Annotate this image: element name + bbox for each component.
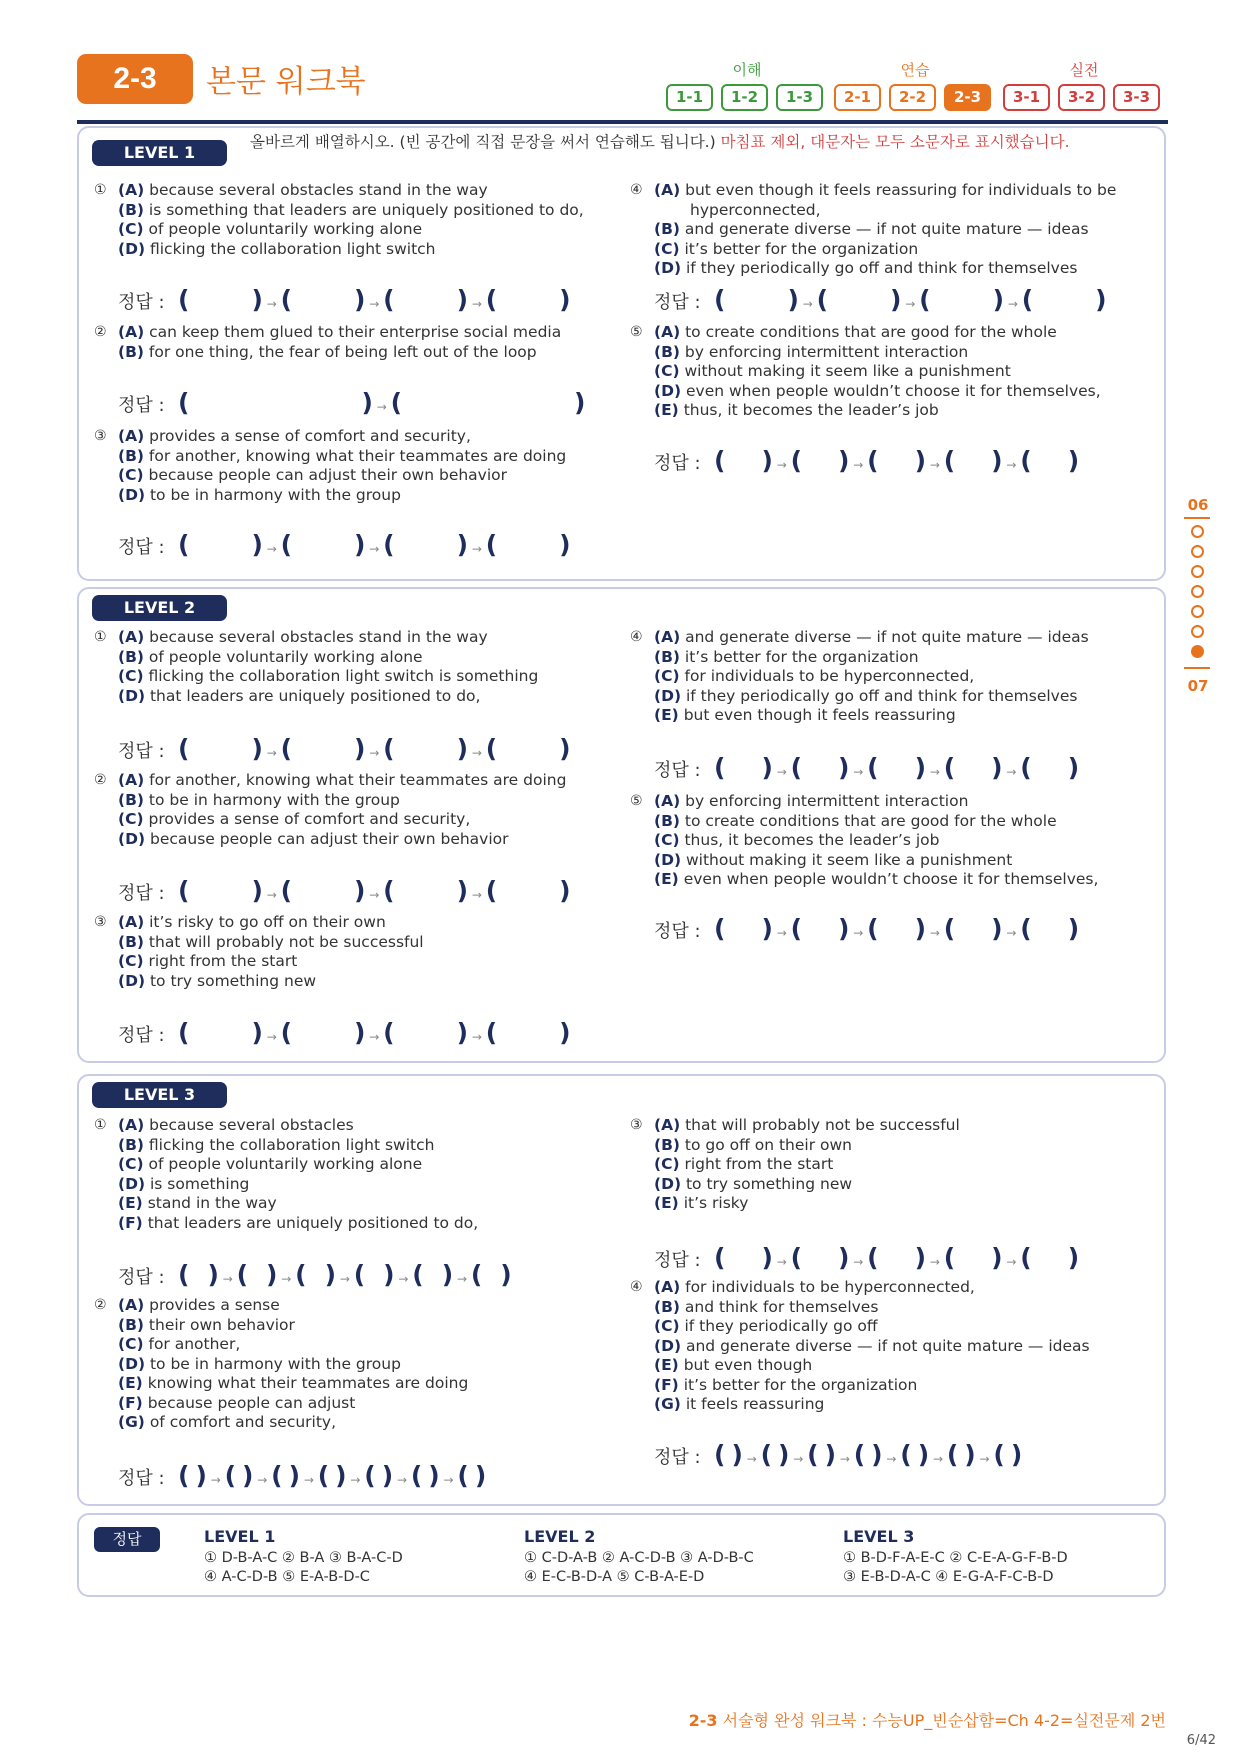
answer-slot[interactable]: ( ) [485, 1018, 571, 1047]
header-divider [77, 120, 1168, 124]
answer-slot[interactable]: ( ) [900, 1440, 930, 1469]
arrow-icon: → [1002, 926, 1021, 940]
arrow-icon: → [882, 1452, 901, 1466]
arrow-icon: → [218, 1272, 237, 1286]
side-index-dot[interactable] [1191, 525, 1204, 538]
arrow-icon: → [336, 1272, 354, 1286]
answer-level2-title: LEVEL 2 [524, 1527, 596, 1546]
l1-q1-answer[interactable] [118, 285, 571, 315]
arrow-icon: → [453, 1272, 471, 1286]
answer-slot[interactable]: ( ) [280, 876, 366, 905]
arrow-icon: → [468, 542, 486, 556]
nav-tab-2-2[interactable]: 2-2 [889, 84, 936, 111]
nav-group-label-understand: 이해 [732, 61, 762, 79]
arrow-icon: → [365, 1030, 384, 1044]
answer-level2-row2: ④ E-C-B-D-A ⑤ C-B-A-E-D [524, 1569, 705, 1585]
l1-q5-answer[interactable] [654, 446, 1079, 476]
answer-level1-row2: ④ A-C-D-B ⑤ E-A-B-D-C [204, 1569, 370, 1585]
l1-q4: ④ (A) but even though it feels reassuring for individuals to be hyperconnected, (B) and generate diverse — if not quite mature — ideas (C) it’s better for the organization (D) if they periodically go off and think for themselves [630, 181, 1117, 277]
answer-slot[interactable]: ( ) [178, 1260, 219, 1289]
arrow-icon: → [772, 765, 791, 779]
arrow-icon: → [1002, 765, 1021, 779]
instruction-note: 마침표 제외, 대문자는 모두 소문자로 표시했습니다. [720, 133, 1070, 151]
l2-q4-answer[interactable] [654, 753, 1079, 783]
arrow-icon: → [975, 1452, 994, 1466]
answer-slot[interactable]: ( ) [760, 1440, 790, 1469]
answer-slot[interactable]: ( ) [178, 530, 263, 559]
l3-q3: ③ (A) that will probably not be successful (B) to go off on their own (C) right from the start (D) to try something new (E) it’s risky [630, 1116, 960, 1212]
arrow-icon: → [277, 1272, 296, 1286]
answer-slot[interactable]: ( ) [364, 1461, 394, 1490]
answer-slot[interactable]: ( ) [714, 1243, 773, 1272]
answer-slot[interactable]: ( ) [993, 1440, 1023, 1469]
l3-q2-answer[interactable] [118, 1461, 486, 1491]
arrow-icon: → [926, 458, 944, 472]
side-index-top: 06 [1187, 496, 1209, 514]
answer-slot[interactable]: ( ) [867, 914, 926, 943]
answer-label: 정답 : [118, 1025, 165, 1046]
answer-slot[interactable]: ( ) [353, 1260, 395, 1289]
arrow-icon: → [365, 746, 384, 760]
answer-slot[interactable]: ( ) [457, 1461, 487, 1490]
answer-label: 정답 : [654, 921, 701, 942]
arrow-icon: → [300, 1473, 318, 1487]
answer-level1-row1: ① D-B-A-C ② B-A ③ B-A-C-D [204, 1550, 403, 1566]
answer-level3-row1: ① B-D-F-A-E-C ② C-E-A-G-F-B-D [843, 1550, 1068, 1566]
answer-slot[interactable]: ( ) [485, 876, 571, 905]
answer-label: 정답 : [654, 292, 701, 313]
l3-q3-answer[interactable] [654, 1243, 1079, 1273]
l2-q2-answer[interactable] [118, 876, 571, 906]
answer-slot[interactable]: ( ) [816, 285, 902, 314]
answer-slot[interactable]: ( ) [470, 1260, 512, 1289]
arrow-icon: → [468, 297, 486, 311]
arrow-icon: → [849, 1255, 868, 1269]
level3-label: LEVEL 3 [92, 1082, 227, 1108]
nav-tab-1-1[interactable]: 1-1 [666, 84, 713, 111]
arrow-icon: → [849, 765, 868, 779]
nav-group-label-real: 실전 [1069, 61, 1099, 79]
answer-slot[interactable]: ( ) [383, 285, 468, 314]
answer-slot[interactable]: ( ) [807, 1440, 836, 1469]
page-title: 본문 워크북 [206, 64, 366, 100]
answer-slot[interactable]: ( ) [178, 1461, 207, 1490]
page-number: 6/42 [1186, 1733, 1216, 1748]
level2-label: LEVEL 2 [92, 595, 227, 621]
arrow-icon: → [262, 297, 281, 311]
answer-slot[interactable]: ( ) [946, 1440, 976, 1469]
l1-q5: ⑤ (A) to create conditions that are good for the whole (B) by enforcing intermittent interaction (C) without making it seem like a punishment (D) even when people wouldn’t choose it for themselves, (E) thus, it becomes the leader’s job [630, 323, 1101, 419]
answer-slot[interactable]: ( ) [714, 285, 799, 314]
answer-slot[interactable]: ( ) [867, 753, 926, 782]
answer-slot[interactable]: ( ) [1020, 914, 1080, 943]
l2-q4: ④ (A) and generate diverse — if not quite mature — ideas (B) it’s better for the organization (C) for individuals to be hyperconnected, (D) if they periodically go off and think for themselves (E) but even though it feels reassuring [630, 628, 1089, 724]
answer-slot[interactable]: ( ) [280, 1018, 366, 1047]
arrow-icon: → [798, 297, 817, 311]
answer-slot[interactable]: ( ) [1020, 446, 1080, 475]
nav-tab-1-3[interactable]: 1-3 [776, 84, 823, 111]
arrow-icon: → [262, 888, 281, 902]
answer-slot[interactable]: ( ) [390, 388, 586, 417]
answer-slot[interactable]: ( ) [714, 1440, 743, 1469]
arrow-icon: → [372, 400, 391, 414]
answer-slot[interactable]: ( ) [714, 914, 773, 943]
answer-slot[interactable]: ( ) [178, 388, 373, 417]
side-index-dot[interactable] [1191, 585, 1204, 598]
arrow-icon: → [365, 542, 384, 556]
arrow-icon: → [836, 1452, 854, 1466]
arrow-icon: → [253, 1473, 272, 1487]
answer-slot[interactable]: ( ) [1020, 753, 1080, 782]
answer-slot[interactable]: ( ) [178, 1018, 263, 1047]
l3-q1: ① (A) because several obstacles (B) flicking the collaboration light switch (C) of people voluntarily working alone (D) is something (E) stand in the way (F) that leaders are uniquely positioned to do, [94, 1116, 479, 1232]
answer-slot[interactable]: ( ) [943, 1243, 1003, 1272]
instruction [250, 132, 1150, 152]
answer-slot[interactable]: ( ) [224, 1461, 254, 1490]
answer-slot[interactable]: ( ) [383, 1018, 468, 1047]
answer-slot[interactable]: ( ) [790, 1243, 850, 1272]
l2-q2: ② (A) for another, knowing what their teammates are doing (B) to be in harmony with the group (C) provides a sense of comfort and security, (D) because people can adjust their own behavior [94, 771, 567, 848]
side-index-dot[interactable] [1191, 565, 1204, 578]
answer-slot[interactable]: ( ) [1020, 1243, 1080, 1272]
answer-level2-row1: ① C-D-A-B ② A-C-D-B ③ A-D-B-C [524, 1550, 754, 1566]
arrow-icon: → [439, 1473, 458, 1487]
side-index-bottom: 07 [1187, 677, 1209, 695]
answer-slot[interactable]: ( ) [485, 285, 571, 314]
answer-slot[interactable]: ( ) [178, 876, 263, 905]
l1-q2-answer[interactable] [118, 388, 585, 418]
l1-q2: ② (A) can keep them glued to their enterprise social media (B) for one thing, the fear of being left out of the loop [94, 323, 562, 361]
answer-slot[interactable]: ( ) [410, 1461, 440, 1490]
arrow-icon: → [206, 1473, 225, 1487]
level1-label: LEVEL 1 [92, 140, 227, 166]
arrow-icon: → [1002, 1255, 1021, 1269]
nav-tab-2-3[interactable]: 2-3 [944, 84, 991, 111]
answer-label: 정답 : [118, 1267, 165, 1288]
arrow-icon: → [929, 1452, 947, 1466]
answer-slot[interactable]: ( ) [236, 1260, 278, 1289]
answer-slot[interactable]: ( ) [271, 1461, 300, 1490]
answer-label: 정답 : [118, 883, 165, 904]
l2-q5: ⑤ (A) by enforcing intermittent interaction (B) to create conditions that are good for the whole (C) thus, it becomes the leader’s job (D) without making it seem like a punishment (E) even when people wouldn’t choose it for themselves, [630, 792, 1099, 888]
arrow-icon: → [926, 1255, 944, 1269]
arrow-icon: → [468, 1030, 486, 1044]
arrow-icon: → [394, 1272, 413, 1286]
arrow-icon: → [742, 1452, 761, 1466]
arrow-icon: → [772, 458, 791, 472]
arrow-icon: → [468, 746, 486, 760]
answer-slot[interactable]: ( ) [178, 285, 263, 314]
arrow-icon: → [365, 297, 384, 311]
answer-key-label: 정답 [94, 1527, 160, 1552]
side-index-dot[interactable] [1191, 605, 1204, 618]
arrow-icon: → [262, 746, 281, 760]
l2-q3-answer[interactable] [118, 1018, 571, 1048]
answer-slot[interactable]: ( ) [853, 1440, 883, 1469]
answer-slot[interactable]: ( ) [412, 1260, 454, 1289]
answer-label: 정답 : [118, 395, 165, 416]
nav-tab-3-3[interactable]: 3-3 [1113, 84, 1160, 111]
arrow-icon: → [772, 926, 791, 940]
nav-tab-3-2[interactable]: 3-2 [1058, 84, 1105, 111]
nav-tab-1-2[interactable]: 1-2 [721, 84, 768, 111]
answer-slot[interactable]: ( ) [485, 530, 571, 559]
answer-slot[interactable]: ( ) [178, 734, 263, 763]
answer-slot[interactable]: ( ) [317, 1461, 347, 1490]
l1-q1: ① (A) because several obstacles stand in the way (B) is something that leaders are uniquely positioned to do, (C) of people voluntarily working alone (D) flicking the collaboration light switch [94, 181, 584, 258]
nav-tab-2-1[interactable]: 2-1 [834, 84, 881, 111]
arrow-icon: → [926, 765, 944, 779]
nav-tab-3-1[interactable]: 3-1 [1003, 84, 1050, 111]
answer-level3-row2: ③ E-B-D-A-C ④ E-G-A-F-C-B-D [843, 1569, 1054, 1585]
l3-q4: ④ (A) for individuals to be hyperconnected, (B) and think for themselves (C) if they periodically go off (D) and generate diverse — if not quite mature — ideas (E) but even though (F) it’s better for the organization (G) it feels reassuring [630, 1278, 1090, 1413]
answer-label: 정답 : [118, 1468, 165, 1489]
answer-slot[interactable]: ( ) [383, 530, 468, 559]
l2-q1: ① (A) because several obstacles stand in the way (B) of people voluntarily working alone (C) flicking the collaboration light switch is something (D) that leaders are uniquely positioned to do, [94, 628, 539, 705]
answer-slot[interactable]: ( ) [485, 734, 571, 763]
answer-slot[interactable]: ( ) [714, 446, 773, 475]
answer-slot[interactable]: ( ) [919, 285, 1004, 314]
answer-slot[interactable]: ( ) [280, 285, 366, 314]
answer-label: 정답 : [654, 453, 701, 474]
l2-q3: ③ (A) it’s risky to go off on their own (B) that will probably not be successful (C) right from the start (D) to try something new [94, 913, 424, 990]
l3-q2: ② (A) provides a sense (B) their own behavior (C) for another, (D) to be in harmony with the group (E) knowing what their teammates are doing (F) because people can adjust (G) of comfort and security, [94, 1296, 469, 1431]
nav-group-label-practice: 연습 [900, 61, 930, 79]
answer-slot[interactable]: ( ) [867, 446, 926, 475]
answer-label: 정답 : [654, 1250, 701, 1271]
l3-q4-answer[interactable] [654, 1440, 1022, 1470]
footer-title: 2-3 서술형 완성 워크북 : 수능UP_빈순삽함=Ch 4-2=실전문제 2번 [688, 1711, 1166, 1730]
arrow-icon: → [346, 1473, 365, 1487]
side-index-dot[interactable] [1191, 545, 1204, 558]
answer-slot[interactable]: ( ) [943, 753, 1003, 782]
answer-slot[interactable]: ( ) [790, 914, 850, 943]
answer-slot[interactable]: ( ) [383, 734, 468, 763]
answer-label: 정답 : [118, 741, 165, 762]
answer-slot[interactable]: ( ) [943, 446, 1003, 475]
answer-slot[interactable]: ( ) [943, 914, 1003, 943]
arrow-icon: → [468, 888, 486, 902]
answer-slot[interactable]: ( ) [714, 753, 773, 782]
answer-slot[interactable]: ( ) [383, 876, 468, 905]
arrow-icon: → [772, 1255, 791, 1269]
answer-slot[interactable]: ( ) [280, 734, 366, 763]
arrow-icon: → [849, 458, 868, 472]
l2-q1-answer[interactable] [118, 734, 571, 764]
side-index-dot-active[interactable] [1191, 645, 1204, 658]
arrow-icon: → [262, 542, 281, 556]
arrow-icon: → [789, 1452, 808, 1466]
arrow-icon: → [901, 297, 920, 311]
l1-q3: ③ (A) provides a sense of comfort and security, (B) for another, knowing what their teammates are doing (C) because people can adjust their own behavior (D) to be in harmony with the group [94, 427, 567, 504]
side-index-rule-top [1184, 517, 1210, 519]
arrow-icon: → [1004, 297, 1022, 311]
answer-slot[interactable]: ( ) [1021, 285, 1107, 314]
l1-q3-answer[interactable] [118, 530, 571, 560]
answer-label: 정답 : [118, 292, 165, 313]
section-badge: 2-3 [77, 54, 193, 104]
arrow-icon: → [849, 926, 868, 940]
answer-slot[interactable]: ( ) [867, 1243, 926, 1272]
instruction-main: 올바르게 배열하시오. (빈 공간에 직접 문장을 써서 연습해도 됩니다.) [250, 133, 716, 151]
l3-q1-answer[interactable] [118, 1260, 512, 1290]
answer-label: 정답 : [654, 760, 701, 781]
answer-label: 정답 : [118, 537, 165, 558]
arrow-icon: → [926, 926, 944, 940]
answer-slot[interactable]: ( ) [790, 446, 850, 475]
l1-q4-answer[interactable] [654, 285, 1107, 315]
answer-slot[interactable]: ( ) [295, 1260, 336, 1289]
l2-q5-answer[interactable] [654, 914, 1079, 944]
answer-level3-title: LEVEL 3 [843, 1527, 915, 1546]
answer-label: 정답 : [654, 1447, 701, 1468]
side-index-dot[interactable] [1191, 625, 1204, 638]
arrow-icon: → [1002, 458, 1021, 472]
arrow-icon: → [365, 888, 384, 902]
arrow-icon: → [262, 1030, 281, 1044]
side-index-rule-bottom [1184, 667, 1210, 669]
arrow-icon: → [393, 1473, 411, 1487]
answer-slot[interactable]: ( ) [790, 753, 850, 782]
answer-level1-title: LEVEL 1 [204, 1527, 276, 1546]
answer-slot[interactable]: ( ) [280, 530, 366, 559]
